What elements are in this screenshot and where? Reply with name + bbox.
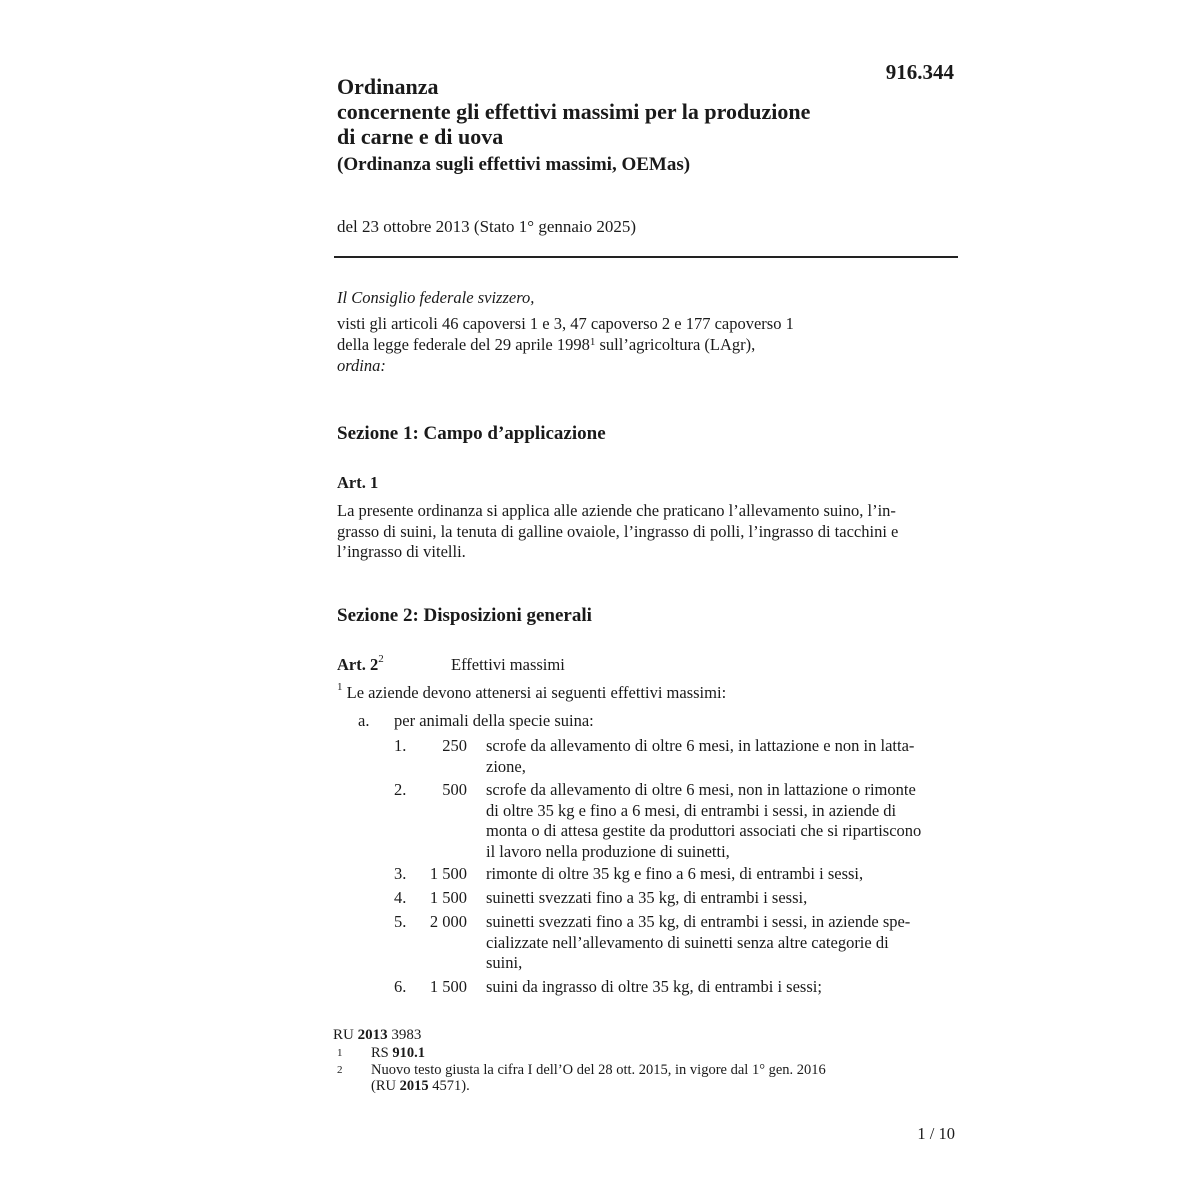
list-item bbox=[380, 864, 955, 885]
description-line: il lavoro nella produzione di suinetti, bbox=[486, 841, 730, 861]
list-item-number: 1. bbox=[394, 736, 407, 755]
list-item bbox=[380, 912, 955, 974]
list-item-description bbox=[486, 977, 955, 998]
header-divider bbox=[334, 256, 958, 258]
footnote-prefix: RS bbox=[371, 1045, 393, 1061]
description-line: zione, bbox=[486, 756, 526, 776]
footnote-text bbox=[371, 1046, 425, 1062]
paragraph-number: 1 bbox=[337, 681, 343, 693]
list-item-number: 4. bbox=[394, 888, 407, 907]
list-item-quantity: 2 000 bbox=[429, 912, 467, 931]
footnote-line bbox=[371, 1079, 826, 1095]
list-item-quantity: 1 500 bbox=[429, 864, 467, 883]
article-text-line: La presente ordinanza si applica alle aziende che praticano l’allevamento suino, l’in- bbox=[337, 501, 896, 520]
footnote-number: 1 bbox=[337, 1047, 343, 1059]
description-line: rimonte di oltre 35 kg e fino a 6 mesi, di entrambi i sessi, bbox=[486, 864, 864, 883]
list-item bbox=[380, 780, 955, 862]
footnote-1 bbox=[337, 1046, 897, 1062]
article-2-paragraph-1 bbox=[337, 683, 726, 703]
footnote-line-text: 4571). bbox=[428, 1077, 470, 1094]
footnote-ref-2[interactable]: 2 bbox=[378, 653, 384, 665]
footnote-line: Nuovo testo giusta la cifra I dell’O del 28 ott. 2015, in vigore dal 1° gen. 2016 bbox=[371, 1062, 826, 1078]
section-1-heading: Sezione 1: Campo d’applicazione bbox=[337, 423, 606, 444]
list-item-quantity: 250 bbox=[442, 736, 467, 755]
article-2-label bbox=[337, 655, 384, 675]
list-item-quantity: 500 bbox=[442, 780, 467, 799]
article-2-title: Effettivi massimi bbox=[451, 655, 565, 674]
official-compilation-reference bbox=[333, 1027, 421, 1044]
article-1-label: Art. 1 bbox=[337, 473, 379, 492]
footnote-ref-1[interactable]: 1 bbox=[589, 336, 596, 348]
article-1-text bbox=[337, 501, 955, 563]
footnote-ru-link[interactable]: 2015 bbox=[399, 1077, 429, 1094]
section-2-heading: Sezione 2: Disposizioni generali bbox=[337, 605, 592, 626]
preamble-decree: ordina: bbox=[337, 356, 386, 375]
footnote-text bbox=[371, 1063, 826, 1094]
description-line: monta o di attesa gestite da produttori associati che si ripartiscono bbox=[486, 821, 922, 840]
description-line: suinetti svezzati fino a 35 kg, di entrambi i sessi, in aziende spe- bbox=[486, 912, 911, 931]
article-2-label-text: Art. 2 bbox=[337, 655, 379, 674]
description-line: suinetti svezzati fino a 35 kg, di entrambi i sessi, bbox=[486, 888, 808, 907]
list-item-number: 5. bbox=[394, 912, 407, 931]
preamble-basis-line bbox=[337, 334, 897, 355]
description-line: cializzate nell’allevamento di suinetti senza altre categorie di bbox=[486, 932, 889, 952]
ordinance-subtitle: (Ordinanza sugli effettivi massimi, OEMas) bbox=[337, 154, 691, 175]
list-item bbox=[380, 736, 955, 777]
preamble-basis-text: della legge federale del 29 aprile 1998 bbox=[337, 335, 590, 354]
ru-year: 2013 bbox=[357, 1027, 388, 1043]
list-item-description bbox=[486, 912, 955, 974]
paragraph-text: Le aziende devono attenersi ai seguenti effettivi massimi: bbox=[342, 683, 727, 702]
list-item-description bbox=[486, 736, 955, 777]
list-item bbox=[380, 977, 955, 998]
ru-page: 3983 bbox=[387, 1027, 422, 1043]
list-item-description bbox=[486, 888, 955, 909]
description-line: scrofe da allevamento di oltre 6 mesi, non in lattazione o rimonte bbox=[486, 780, 916, 799]
footnote-number: 2 bbox=[337, 1064, 343, 1076]
footnote-sr-link[interactable]: 910.1 bbox=[392, 1045, 425, 1061]
sr-number: 916.344 bbox=[885, 60, 954, 84]
ru-prefix: RU bbox=[333, 1027, 358, 1043]
title-line: concernente gli effettivi massimi per la produzione bbox=[337, 99, 811, 124]
ordinance-title bbox=[337, 74, 897, 149]
description-line: suini da ingrasso di oltre 35 kg, di entrambi i sessi; bbox=[486, 977, 822, 996]
article-text-line: l’ingrasso di vitelli. bbox=[337, 542, 466, 561]
list-item bbox=[380, 888, 955, 909]
letter-item-a bbox=[358, 711, 594, 731]
list-item-description bbox=[486, 864, 955, 885]
list-item-quantity: 1 500 bbox=[429, 977, 467, 996]
title-line: Ordinanza bbox=[337, 74, 439, 99]
list-item-number: 2. bbox=[394, 780, 407, 799]
preamble bbox=[337, 287, 897, 376]
preamble-authority: Il Consiglio federale svizzero, bbox=[337, 288, 535, 307]
footnote-line-text: (RU bbox=[371, 1077, 400, 1094]
preamble-basis-line: visti gli articoli 46 capoversi 1 e 3, 47 capoverso 2 e 177 capoverso 1 bbox=[337, 314, 794, 333]
footnote-2 bbox=[337, 1063, 897, 1094]
article-text-line: grasso di suini, la tenuta di galline ovaiole, l’ingrasso di polli, l’ingrasso di tacchini e bbox=[337, 521, 899, 541]
title-line: di carne e di uova bbox=[337, 124, 504, 149]
list-item-description bbox=[486, 780, 955, 862]
preamble-basis-text: sull’agricoltura (LAgr), bbox=[595, 335, 756, 354]
description-line: di oltre 35 kg e fino a 6 mesi, di entrambi i sessi, in aziende di bbox=[486, 800, 897, 820]
description-line: suini, bbox=[486, 953, 523, 972]
list-item-number: 3. bbox=[394, 864, 407, 883]
list-item-number: 6. bbox=[394, 977, 407, 996]
list-item-quantity: 1 500 bbox=[429, 888, 467, 907]
ordinance-date: del 23 ottobre 2013 (Stato 1° gennaio 2025) bbox=[337, 217, 637, 236]
letter-text: per animali della specie suina: bbox=[394, 711, 594, 730]
description-line: scrofe da allevamento di oltre 6 mesi, in lattazione e non in latta- bbox=[486, 736, 915, 755]
letter-label: a. bbox=[358, 711, 370, 730]
page-number: 1 / 10 bbox=[917, 1124, 955, 1143]
